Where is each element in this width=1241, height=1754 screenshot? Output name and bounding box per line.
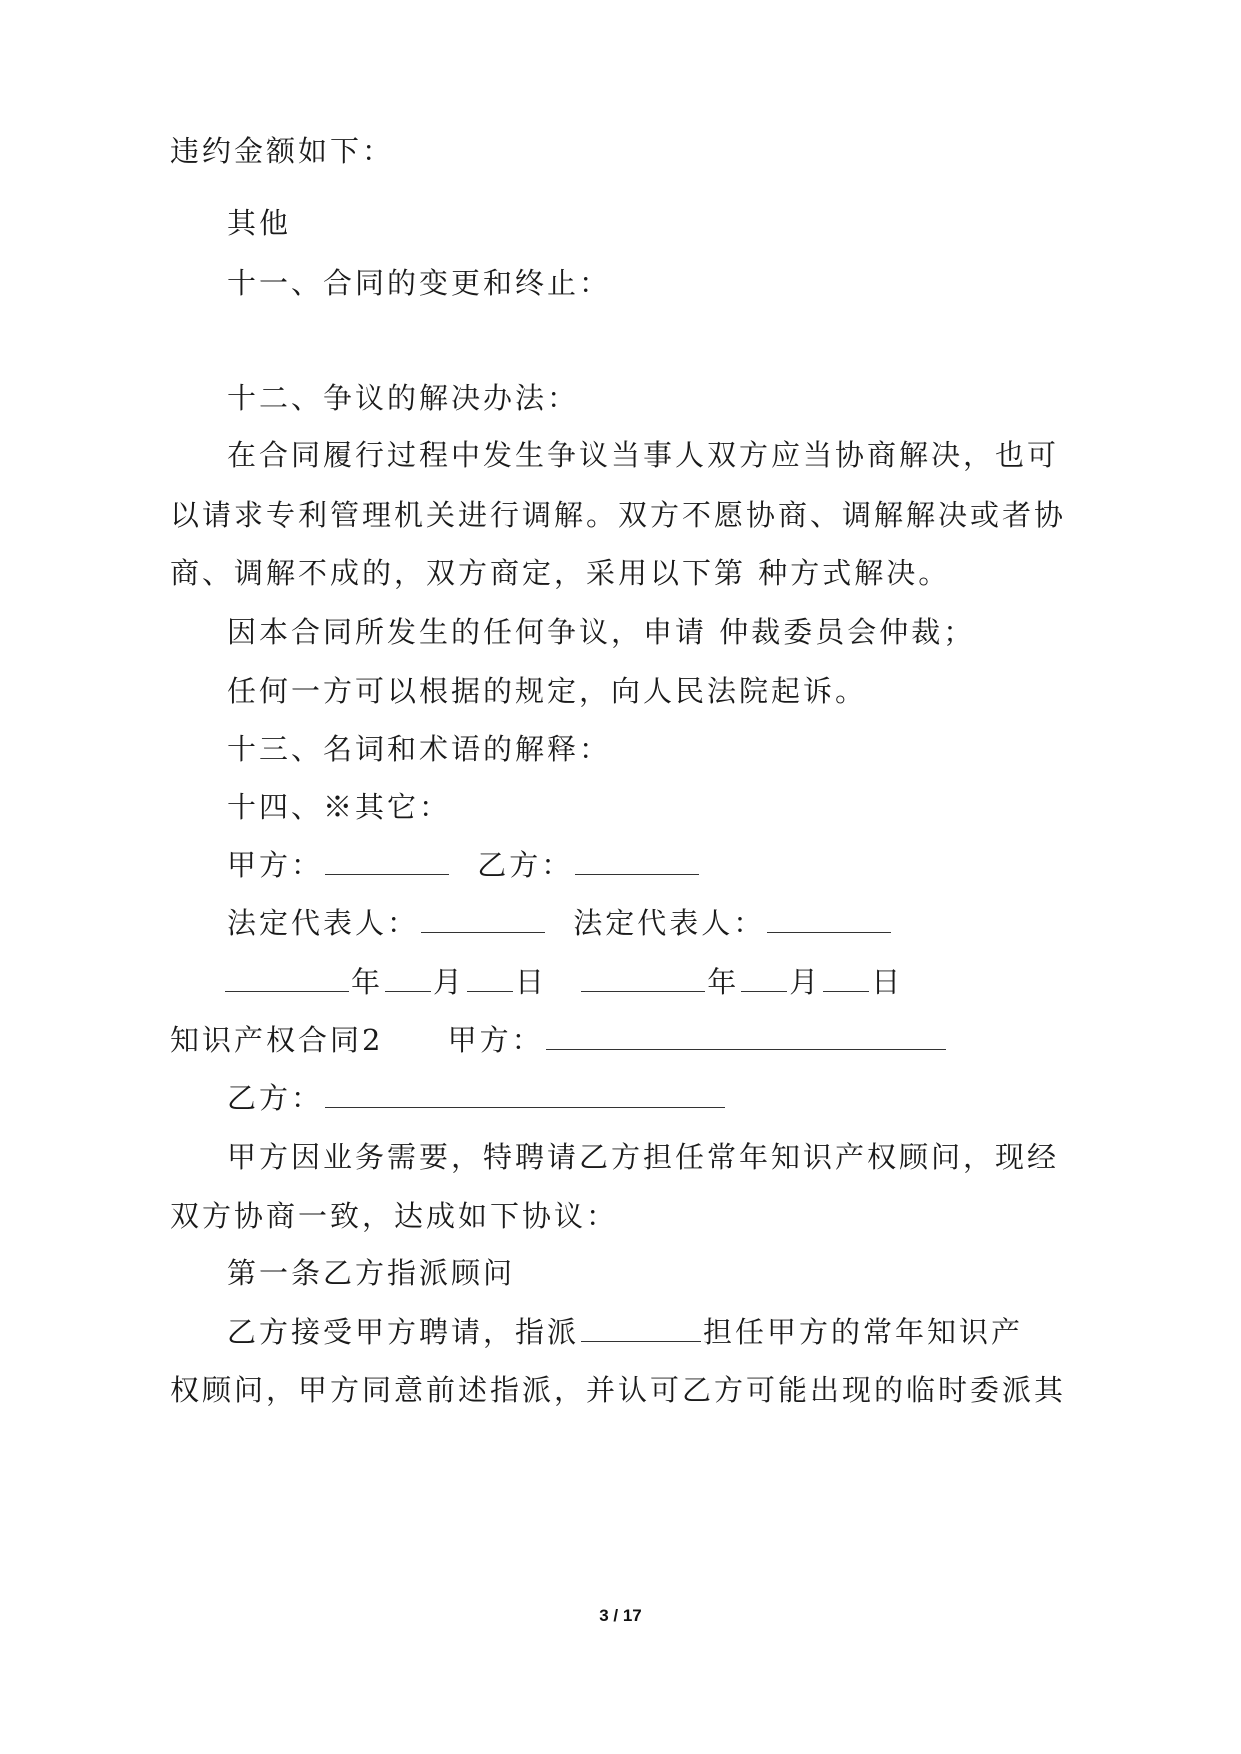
text-line: 权顾问，甲方同意前述指派，并认可乙方可能出现的临时委派其 (170, 1373, 1067, 1407)
year-label: 年 (351, 965, 384, 999)
text-line: 在合同履行过程中发生争议当事人双方应当协商解决，也可 (227, 438, 1060, 472)
party-b-blank (575, 848, 699, 875)
party-a-label: 甲方： (447, 1023, 544, 1057)
section-heading: 十一、合同的变更和终止： (227, 266, 612, 300)
section-heading: 十四、※其它： (227, 790, 452, 824)
text-line: 双方协商一致，达成如下协议： (170, 1199, 619, 1233)
party-b-label: 乙方： (477, 848, 574, 882)
legal-rep-b-blank (767, 906, 891, 933)
consultant-name-blank (581, 1315, 701, 1342)
party-a-blank (546, 1023, 946, 1050)
legal-rep-b-label: 法定代表人： (573, 906, 766, 940)
month-label: 月 (789, 965, 822, 999)
section-heading: 十三、名词和术语的解释： (227, 732, 612, 766)
month-blank (385, 965, 431, 992)
article-heading: 第一条乙方指派顾问 (227, 1256, 516, 1290)
party-a-blank (325, 848, 449, 875)
text-line: 违约金额如下： (170, 134, 395, 168)
party-a-label: 甲方： (227, 848, 324, 882)
signature-legal-rep-row (0, 903, 1241, 943)
year-label: 年 (707, 965, 740, 999)
contract-title: 知识产权合同2 (170, 1023, 384, 1057)
text-segment: 乙方接受甲方聘请，指派 (227, 1315, 580, 1349)
signature-date-row (0, 962, 1241, 1002)
contract2-party-b-row (0, 1078, 1241, 1118)
contract2-header-row (0, 1020, 1241, 1060)
text-line: 商、调解不成的，双方商定，采用以下第 种方式解决。 (170, 556, 951, 590)
day-blank (823, 965, 869, 992)
party-b-label: 乙方： (227, 1081, 324, 1115)
text-line: 以请求专利管理机关进行调解。双方不愿协商、调解解决或者协 (170, 498, 1067, 532)
text-line: 因本合同所发生的任何争议，申请 仲裁委员会仲裁； (227, 615, 976, 649)
text-line: 甲方因业务需要，特聘请乙方担任常年知识产权顾问，现经 (227, 1140, 1060, 1174)
page-number: 3 / 17 (599, 1606, 642, 1625)
text-line: 其他 (227, 206, 292, 240)
day-label: 日 (515, 965, 548, 999)
text-segment: 担任甲方的常年知识产 (703, 1315, 1024, 1349)
day-label: 日 (871, 965, 904, 999)
text-line (0, 1312, 1241, 1352)
signature-parties-row (0, 845, 1241, 885)
text-line: 任何一方可以根据的规定，向人民法院起诉。 (227, 674, 868, 708)
legal-rep-a-blank (421, 906, 545, 933)
year-blank (225, 965, 349, 992)
legal-rep-a-label: 法定代表人： (227, 906, 420, 940)
party-b-blank (325, 1081, 725, 1108)
month-label: 月 (433, 965, 466, 999)
section-heading: 十二、争议的解决办法： (227, 381, 580, 415)
day-blank (467, 965, 513, 992)
month-blank (741, 965, 787, 992)
year-blank (581, 965, 705, 992)
